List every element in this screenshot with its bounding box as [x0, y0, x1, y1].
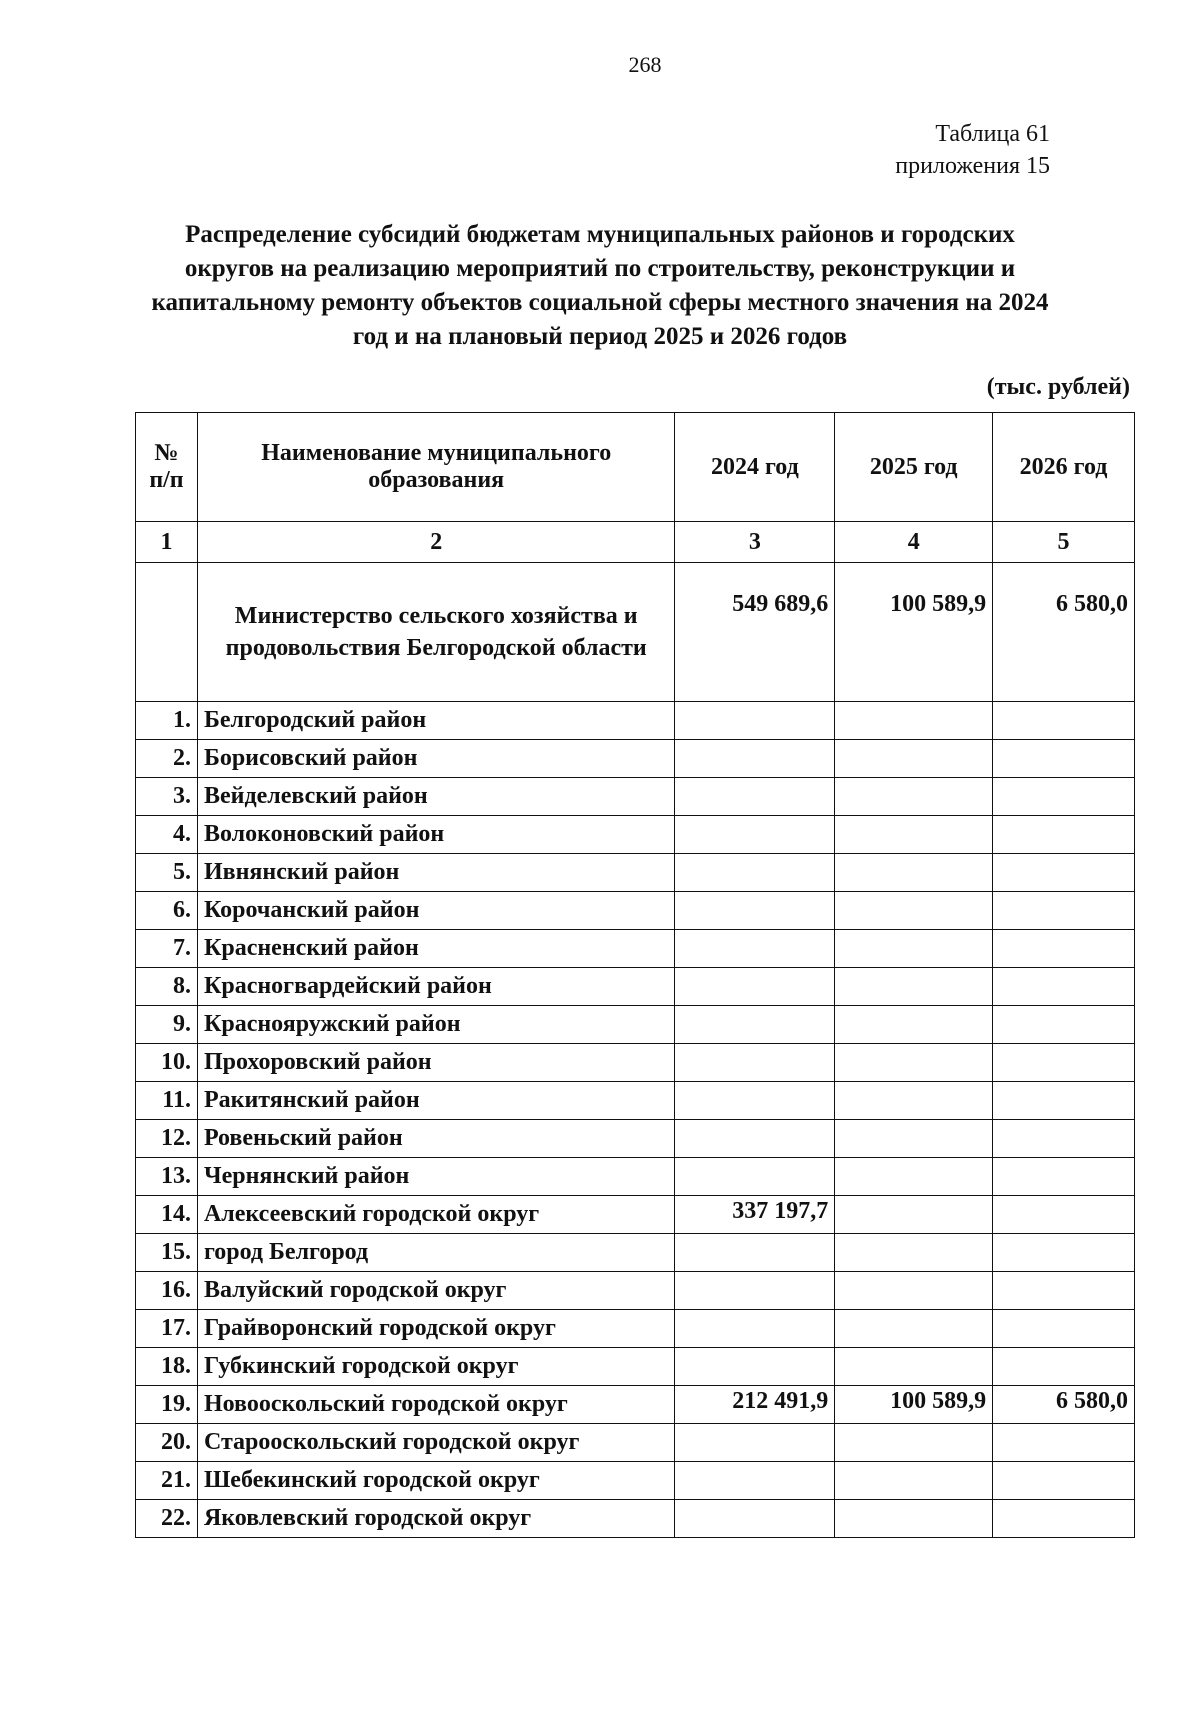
row-2025	[835, 1196, 993, 1234]
row-2024	[675, 930, 835, 968]
row-name: Вейделевский район	[197, 778, 675, 816]
row-number: 19.	[136, 1386, 198, 1424]
table-row	[136, 1500, 1135, 1538]
row-name: Корочанский район	[197, 892, 675, 930]
row-2025	[835, 1158, 993, 1196]
table-row	[136, 1310, 1135, 1348]
row-number: 10.	[136, 1044, 198, 1082]
row-2026	[993, 816, 1135, 854]
row-2025	[835, 778, 993, 816]
row-2026	[993, 1158, 1135, 1196]
row-2026	[993, 968, 1135, 1006]
row-2024	[675, 1234, 835, 1272]
table-row	[136, 968, 1135, 1006]
row-number: 6.	[136, 892, 198, 930]
row-2025	[835, 1462, 993, 1500]
row-name: Шебекинский городской округ	[197, 1462, 675, 1500]
row-2024	[675, 1044, 835, 1082]
row-2026	[993, 854, 1135, 892]
row-name: Борисовский район	[197, 740, 675, 778]
row-2026	[993, 1006, 1135, 1044]
row-2024	[675, 778, 835, 816]
row-2026	[993, 1424, 1135, 1462]
row-2026: 6 580,0	[993, 1386, 1135, 1424]
units-label: (тыс. рублей)	[986, 374, 1130, 400]
table-ref-line1: Таблица 61	[935, 121, 1050, 147]
row-number: 11.	[136, 1082, 198, 1120]
row-2025	[835, 1044, 993, 1082]
document-title: Распределение субсидий бюджетам муниципальных районов и городских округов на реализацию мероприятий по строительству, реконструкции и капитальному ремонту объектов социальной сферы местного значения на 2024 год и на плановый период 2025 и 2026 годов	[151, 221, 1049, 350]
row-2025	[835, 1500, 993, 1538]
row-2025	[835, 968, 993, 1006]
row-name: город Белгород	[197, 1234, 675, 1272]
row-2025	[835, 854, 993, 892]
row-2025: 100 589,9	[835, 1386, 993, 1424]
row-name: Валуйский городской округ	[197, 1272, 675, 1310]
column-number: 4	[835, 522, 993, 563]
row-number: 3.	[136, 778, 198, 816]
table-row	[136, 1120, 1135, 1158]
ministry-row	[136, 563, 1135, 702]
table-row	[136, 778, 1135, 816]
table-row	[136, 1386, 1135, 1424]
row-name: Чернянский район	[197, 1158, 675, 1196]
row-name: Белгородский район	[197, 702, 675, 740]
row-name: Грайворонский городской округ	[197, 1310, 675, 1348]
row-2025	[835, 892, 993, 930]
row-2024	[675, 1310, 835, 1348]
row-2024	[675, 1272, 835, 1310]
row-2026	[993, 1348, 1135, 1386]
row-2025	[835, 740, 993, 778]
row-2026	[993, 702, 1135, 740]
row-number: 2.	[136, 740, 198, 778]
row-number: 7.	[136, 930, 198, 968]
row-2024: 337 197,7	[675, 1196, 835, 1234]
row-2025	[835, 702, 993, 740]
row-2024	[675, 1082, 835, 1120]
row-2025	[835, 1120, 993, 1158]
row-name: Ивнянский район	[197, 854, 675, 892]
row-number: 14.	[136, 1196, 198, 1234]
column-number: 5	[993, 522, 1135, 563]
row-2024	[675, 1120, 835, 1158]
row-name: Алексеевский городской округ	[197, 1196, 675, 1234]
row-2025	[835, 1006, 993, 1044]
row-2026	[993, 1500, 1135, 1538]
ministry-2026: 6 580,0	[993, 563, 1135, 702]
header-row	[136, 413, 1135, 522]
row-2026	[993, 778, 1135, 816]
row-2025	[835, 1272, 993, 1310]
row-name: Ровеньский район	[197, 1120, 675, 1158]
table-row	[136, 1196, 1135, 1234]
row-name: Губкинский городской округ	[197, 1348, 675, 1386]
row-name: Яковлевский городской округ	[197, 1500, 675, 1538]
table-row	[136, 854, 1135, 892]
row-2024	[675, 1500, 835, 1538]
row-2026	[993, 740, 1135, 778]
row-2024	[675, 1158, 835, 1196]
table-row	[136, 1348, 1135, 1386]
table-ref-line2: приложения 15	[895, 153, 1050, 179]
row-2024	[675, 854, 835, 892]
header-2024: 2024 год	[675, 413, 835, 522]
row-name: Старооскольский городской округ	[197, 1424, 675, 1462]
table-row	[136, 1424, 1135, 1462]
row-number: 5.	[136, 854, 198, 892]
row-2025	[835, 930, 993, 968]
row-2024	[675, 740, 835, 778]
row-2024	[675, 816, 835, 854]
subsidy-table	[135, 412, 1135, 1538]
table-row	[136, 930, 1135, 968]
row-2024	[675, 702, 835, 740]
row-number: 8.	[136, 968, 198, 1006]
ministry-num	[136, 563, 198, 702]
header-2025: 2025 год	[835, 413, 993, 522]
row-number: 4.	[136, 816, 198, 854]
row-2026	[993, 1044, 1135, 1082]
table-row	[136, 740, 1135, 778]
row-2026	[993, 930, 1135, 968]
ministry-2025: 100 589,9	[835, 563, 993, 702]
row-number: 9.	[136, 1006, 198, 1044]
table-row	[136, 816, 1135, 854]
row-name: Новооскольский городской округ	[197, 1386, 675, 1424]
table-row	[136, 1272, 1135, 1310]
header-name: Наименование муниципального образования	[197, 413, 675, 522]
table-row	[136, 892, 1135, 930]
row-2026	[993, 1196, 1135, 1234]
row-2024	[675, 968, 835, 1006]
row-2026	[993, 892, 1135, 930]
table-row	[136, 1082, 1135, 1120]
row-name: Красногвардейский район	[197, 968, 675, 1006]
row-2024	[675, 1348, 835, 1386]
table-reference	[895, 118, 1050, 182]
row-2026	[993, 1082, 1135, 1120]
column-number: 1	[136, 522, 198, 563]
row-name: Волоконовский район	[197, 816, 675, 854]
table-row	[136, 1234, 1135, 1272]
row-2024	[675, 1006, 835, 1044]
column-number: 2	[197, 522, 675, 563]
header-num: № п/п	[136, 413, 198, 522]
column-number-row	[136, 522, 1135, 563]
table-row	[136, 1006, 1135, 1044]
row-2026	[993, 1310, 1135, 1348]
row-number: 18.	[136, 1348, 198, 1386]
row-number: 16.	[136, 1272, 198, 1310]
row-2025	[835, 816, 993, 854]
row-2024	[675, 892, 835, 930]
row-name: Красненский район	[197, 930, 675, 968]
row-2025	[835, 1348, 993, 1386]
row-number: 12.	[136, 1120, 198, 1158]
ministry-name: Министерство сельского хозяйства и продовольствия Белгородской области	[197, 563, 675, 702]
row-2024	[675, 1424, 835, 1462]
page-number: 268	[628, 52, 662, 77]
row-2026	[993, 1272, 1135, 1310]
row-2026	[993, 1120, 1135, 1158]
row-2025	[835, 1234, 993, 1272]
row-number: 22.	[136, 1500, 198, 1538]
header-2026: 2026 год	[993, 413, 1135, 522]
row-name: Краснояружский район	[197, 1006, 675, 1044]
table-row	[136, 1044, 1135, 1082]
row-2026	[993, 1234, 1135, 1272]
row-name: Прохоровский район	[197, 1044, 675, 1082]
row-2025	[835, 1424, 993, 1462]
row-name: Ракитянский район	[197, 1082, 675, 1120]
row-2025	[835, 1082, 993, 1120]
row-number: 21.	[136, 1462, 198, 1500]
row-2024	[675, 1462, 835, 1500]
row-number: 13.	[136, 1158, 198, 1196]
column-number: 3	[675, 522, 835, 563]
row-2026	[993, 1462, 1135, 1500]
row-2024: 212 491,9	[675, 1386, 835, 1424]
row-number: 20.	[136, 1424, 198, 1462]
table-row	[136, 702, 1135, 740]
row-2025	[835, 1310, 993, 1348]
ministry-2024: 549 689,6	[675, 563, 835, 702]
table-row	[136, 1158, 1135, 1196]
row-number: 15.	[136, 1234, 198, 1272]
row-number: 1.	[136, 702, 198, 740]
table-row	[136, 1462, 1135, 1500]
row-number: 17.	[136, 1310, 198, 1348]
